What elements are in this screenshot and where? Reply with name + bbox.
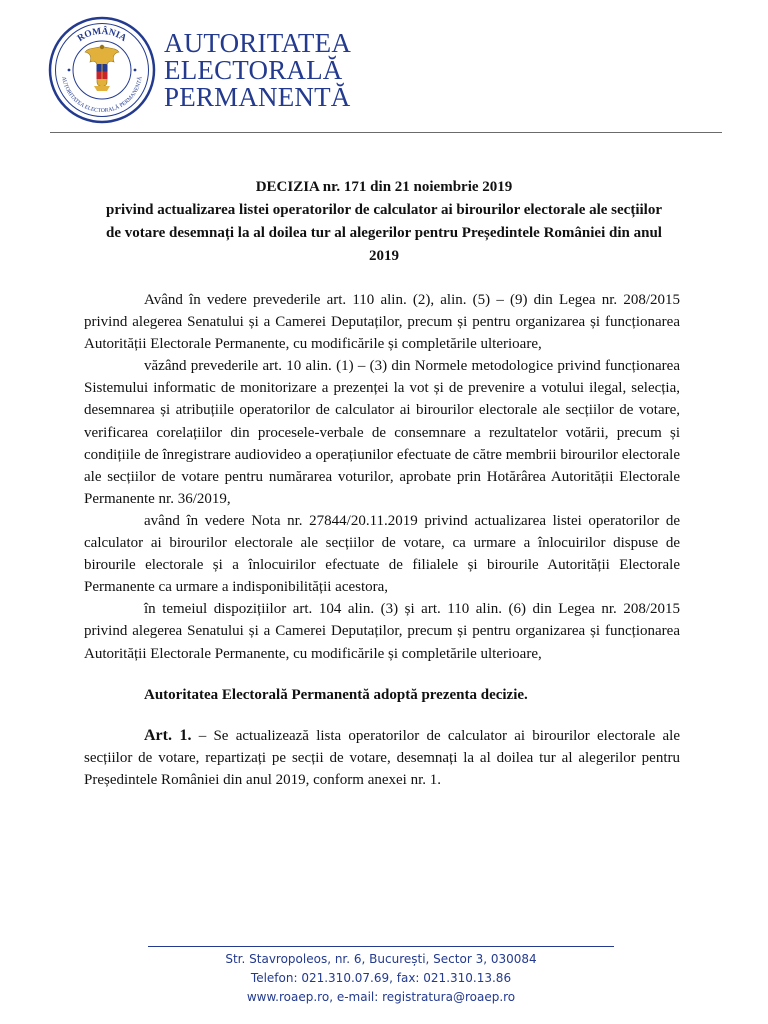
seal-icon (48, 16, 156, 124)
decision-number: DECIZIA nr. 171 din 21 noiembrie 2019 (255, 179, 513, 195)
org-name-line-1: AUTORITATEA (164, 27, 352, 58)
article-1-text: – Se actualizează lista operatorilor de calculator ai birourilor electorale ale secțiilor de votare, repartizați pe secții de votare, desemnați la al doilea tur al alegerilor pentru Președintele României din anul 2019, conform anexei nr. 1. (84, 727, 681, 788)
organization-name (164, 27, 352, 112)
footer-web-email: www.roaep.ro, e-mail: registratura@roaep.ro (246, 990, 516, 1004)
preamble-paragraph: având în vedere Nota nr. 27844/20.11.2019 privind actualizarea listei operatorilor de calculator ai birourilor electorale ale secțiilor de votare, ca urmare a înlocuirilor dispuse de birourile electorale și a înlocuirilor efectuate de filialele și birourile Autorității Electorale Permanente ca urmare a indisponibilității acestora, (84, 512, 680, 596)
document-body (84, 289, 680, 791)
decision-title (100, 176, 668, 268)
header-divider (50, 132, 722, 133)
preamble-paragraph: în temeiul dispozițiilor art. 104 alin. (3) și art. 110 alin. (6) din Legea nr. 208/2015 privind alegerea Senatului și a Camerei Deputaților, precum și pentru organizarea și funcționarea Autorității Electorale Permanente, cu modificările și completările ulterioare, (84, 601, 680, 662)
footer-phone-fax: Telefon: 021.310.07.69, fax: 021.310.13.86 (250, 971, 512, 985)
adoption-statement: Autoritatea Electorală Permanentă adoptă prezenta decizie. (144, 686, 528, 703)
preamble-paragraph: văzând prevederile art. 10 alin. (1) – (3) din Normele metodologice privind funcționarea Sistemului informatic de monitorizare a prezenței la vot și de prevenire a votului ilegal, selecția, desemnarea și atribuțiile operatorilor de calculator ai birourilor electorale ale secțiilor de votare, verificarea corelațiilor din procesele-verbale de consemnare a rezultatelor votării, precum și condițiile de înregistrare audiovideo a operațiunilor efectuate de către membrii birourilor electorale ale secțiilor de votare pentru numărarea voturilor, aprobate prin Hotărârea Autorității Electorale Permanente nr. 36/2019, (84, 358, 680, 507)
svg-text:AUTORITATEA ELECTORALĂ PERMANE: AUTORITATEA ELECTORALĂ PERMANENTĂ (60, 76, 144, 115)
aep-seal-logo (48, 16, 156, 124)
footer-divider (148, 946, 614, 947)
org-name-line-3: PERMANENTĂ (164, 81, 351, 112)
preamble-paragraph: Având în vedere prevederile art. 110 alin. (2), alin. (5) – (9) din Legea nr. 208/2015 privind alegerea Senatului și a Camerei Deputaților, precum și pentru organizarea și funcționarea Autorității Electorale Permanente, cu modificările și completările ulterioare, (84, 292, 680, 353)
letterhead (48, 14, 351, 126)
org-name-line-2: ELECTORALĂ (164, 54, 343, 85)
footer-address: Str. Stavropoleos, nr. 6, București, Sector 3, 030084 (225, 952, 537, 966)
article-1-label: Art. 1. (144, 726, 192, 744)
footer-contact (148, 950, 614, 1007)
svg-text:ROMÂNIA: ROMÂNIA (76, 26, 128, 44)
article-1 (84, 725, 680, 791)
decision-subject: privind actualizarea listei operatorilor de calculator ai birourilor electorale ale secțiilor de votare desemnați la al doilea tur al alegerilor pentru Președintele României din anul 2019 (106, 202, 662, 264)
